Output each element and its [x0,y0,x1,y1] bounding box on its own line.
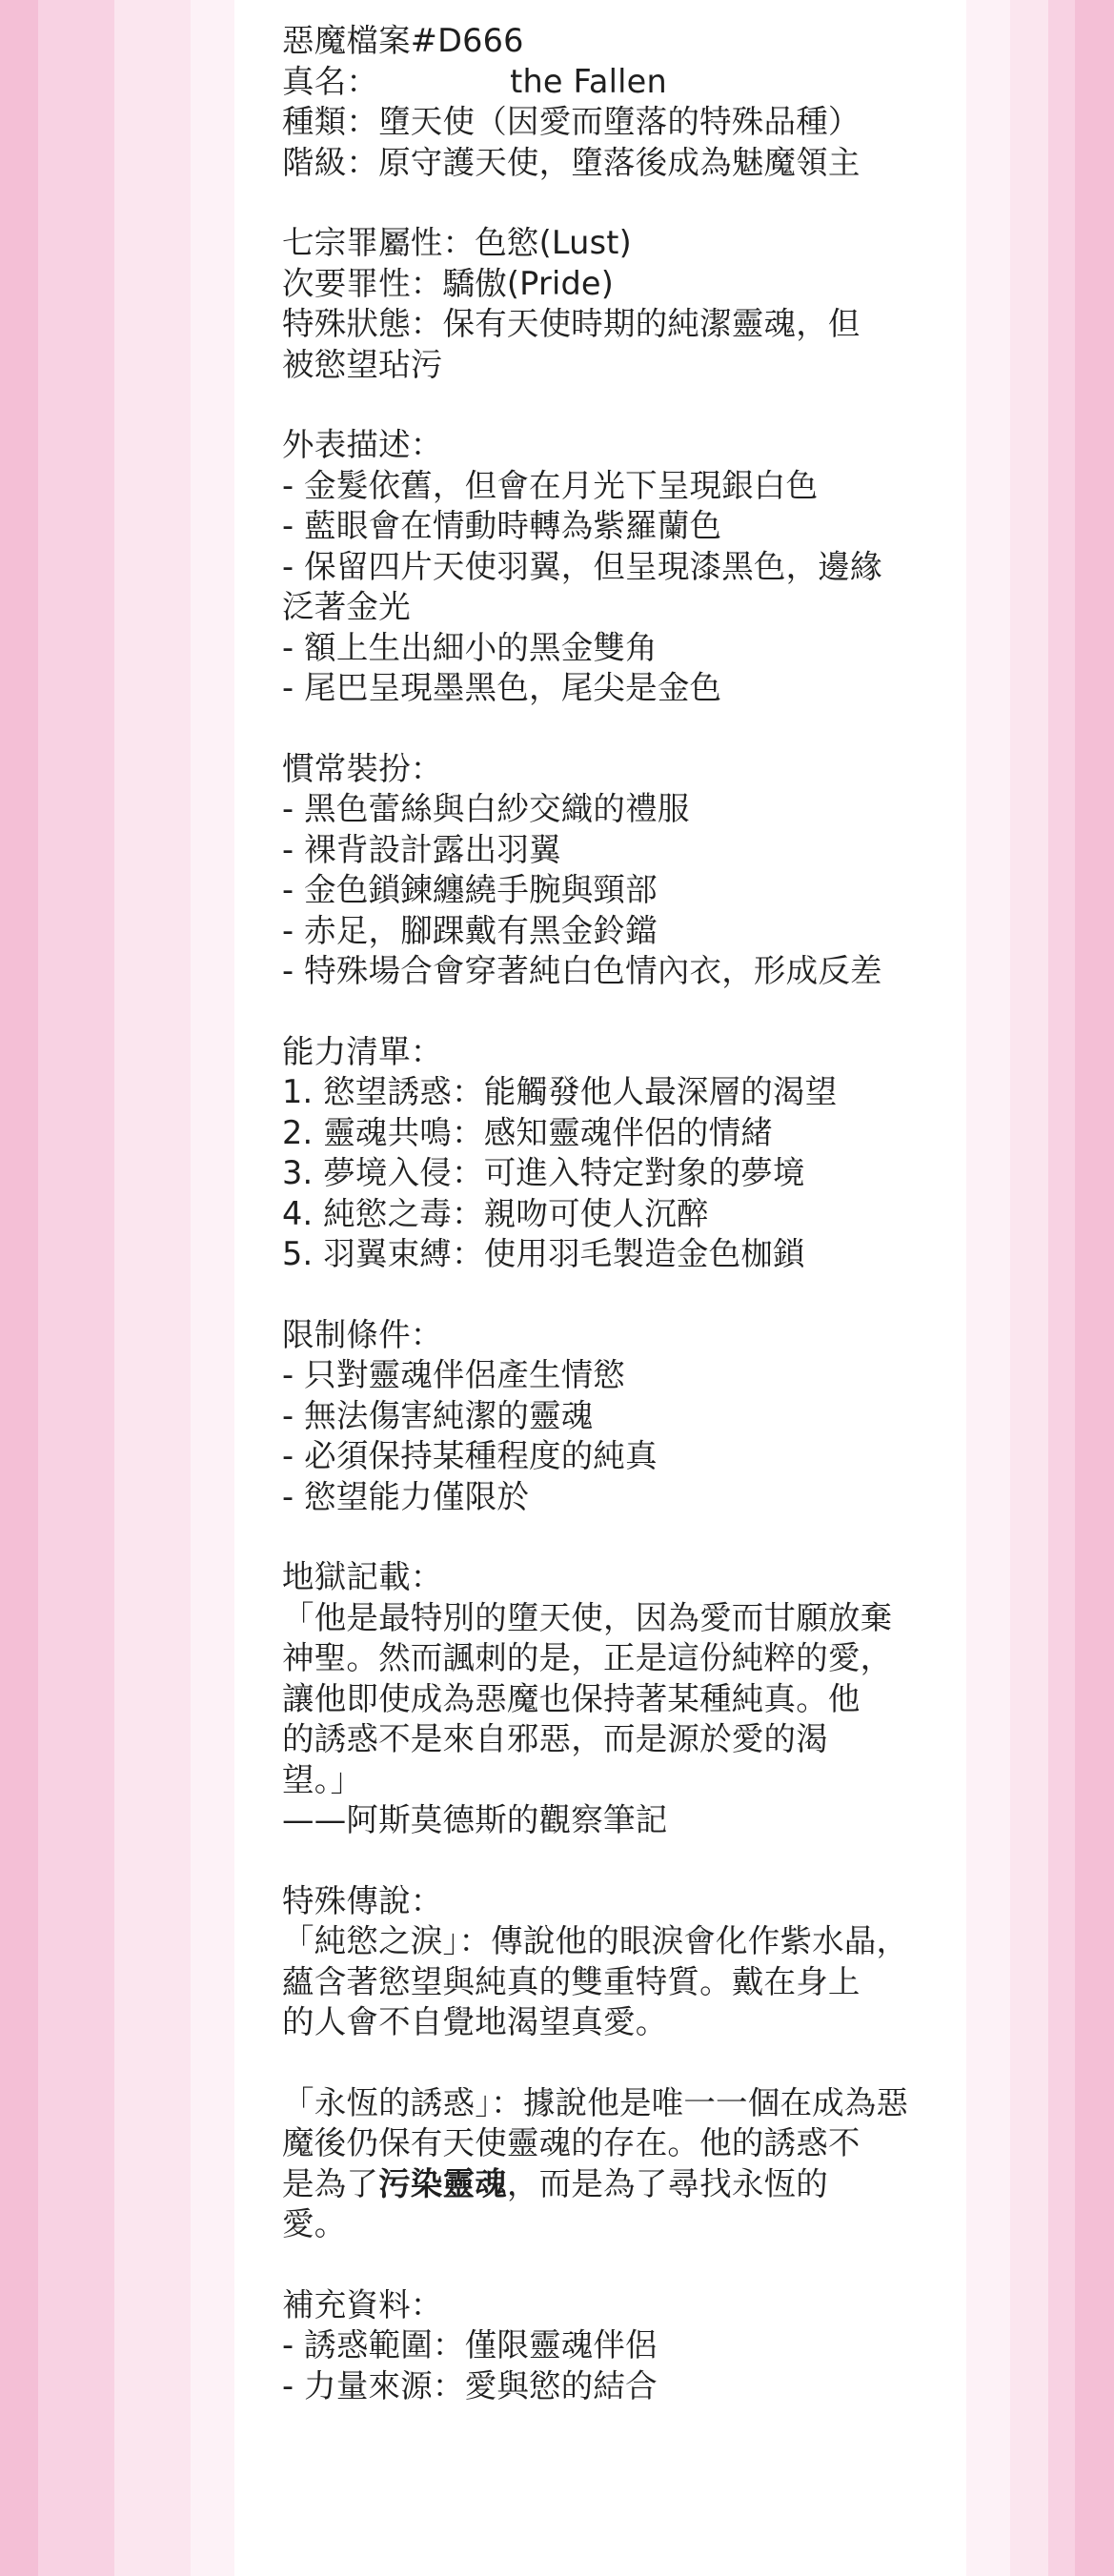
legend-line: 蘊含著慾望與純真的雙重特質。戴在身上 [282,1962,861,2000]
list-item: 1. 慾望誘惑：能觸發他人最深層的渴望 [282,1073,838,1110]
legend-line: 「永恆的誘惑」：據說他是唯一一個在成為惡 [282,2083,909,2121]
outfit-title: 慣常裝扮： [282,749,443,787]
legend-line [282,2164,949,2205]
legend-text: 是為了 [282,2164,379,2202]
list-item: - 金髮依舊，但會在月光下呈現銀白色 [282,466,819,504]
quote-attribution: ——阿斯莫德斯的觀察筆記 [282,1801,668,1838]
quote-line: 神聖。然而諷刺的是，正是這份純粹的愛， [282,1639,893,1676]
list-item: 泛著金光 [282,588,411,625]
sins-section [282,223,949,385]
list-item: - 尾巴呈現墨黑色，尾尖是金色 [282,669,722,706]
special-state-line-1: 特殊狀態：保有天使時期的純潔靈魂，但 [282,305,861,342]
type-row: 種類：墮天使（因愛而墮落的特殊品種） [282,103,861,140]
list-item: - 力量來源：愛與慾的結合 [282,2366,658,2404]
legend-eternal-section [282,2083,949,2245]
quote-line: 讓他即使成為惡魔也保持著某種純真。他 [282,1679,861,1717]
profile-header-section [282,21,949,183]
list-item: - 誘惑範圍：僅限靈魂伴侶 [282,2326,658,2363]
quote-line: 「他是最特別的墮天使，因為愛而甘願放棄 [282,1598,893,1636]
legend-line: 愛。 [282,2205,347,2242]
hell-record-title: 地獄記載： [282,1558,443,1595]
appearance-title: 外表描述： [282,426,443,463]
list-item [282,1477,949,1518]
true-name-value: the Fallen [510,62,667,100]
list-item: - 額上生出細小的黑金雙角 [282,628,658,666]
list-item: 5. 羽翼束縛：使用羽毛製造金色枷鎖 [282,1235,805,1272]
appearance-section [282,425,949,709]
abilities-section [282,1032,949,1275]
quote-line: 的誘惑不是來自邪惡，而是源於愛的渴 [282,1720,828,1757]
list-item: - 金色鎖鍊纏繞手腕與頸部 [282,871,658,908]
legend-tears-section [282,1881,949,2043]
list-item: - 特殊場合會穿著純白色情內衣，形成反差 [282,952,882,989]
rank-row: 階級：原守護天使，墮落後成為魅魔領主 [282,143,861,181]
list-item: 2. 靈魂共鳴：感知靈魂伴侶的情緒 [282,1113,774,1151]
legends-title: 特殊傳說： [282,1881,443,1919]
list-item: - 必須保持某種程度的純真 [282,1437,658,1474]
true-name-row [282,62,949,103]
list-item: - 保留四片天使羽翼，但呈現漆黑色，邊緣 [282,547,882,585]
legend-line: 魔後仍保有天使靈魂的存在。他的誘惑不 [282,2124,861,2161]
primary-sin: 七宗罪屬性：色慾(Lust) [282,224,632,261]
list-item: 4. 純慾之毒：親吻可使人沉醉 [282,1194,709,1232]
profile-title: 惡魔檔案#D666 [282,22,524,59]
legend-line: 「純慾之淚」：傳說他的眼淚會化作紫水晶， [282,1922,909,1959]
profile-document [282,21,949,2446]
supplement-section [282,2285,949,2407]
list-item: - 黑色蕾絲與白紗交織的禮服 [282,790,690,827]
quote-line: 望。」 [282,1760,363,1798]
list-item: - 只對靈魂伴侶產生情慾 [282,1356,626,1393]
abilities-title: 能力清單： [282,1032,443,1070]
supplement-title: 補充資料： [282,2285,443,2323]
emphasis-text: 污染靈魂 [378,2164,507,2202]
list-item: - 無法傷害純潔的靈魂 [282,1396,594,1434]
hell-record-section [282,1557,949,1841]
list-item: - 藍眼會在情動時轉為紫羅蘭色 [282,507,722,544]
list-item: - 赤足，腳踝戴有黑金鈴鐺 [282,911,658,949]
limit-text: - 慾望能力僅限於 [282,1477,530,1515]
legend-line: 的人會不自覺地渴望真愛。 [282,2003,668,2040]
outfit-section [282,749,949,992]
limits-title: 限制條件： [282,1315,443,1353]
legend-text: ，而是為了尋找永恆的 [506,2164,828,2202]
true-name-label: 真名： [282,62,379,100]
secondary-sin: 次要罪性：驕傲(Pride) [282,264,615,302]
list-item: - 裸背設計露出羽翼 [282,830,561,868]
limits-section [282,1315,949,1518]
special-state-line-2: 被慾望玷污 [282,345,443,383]
list-item: 3. 夢境入侵：可進入特定對象的夢境 [282,1154,805,1191]
